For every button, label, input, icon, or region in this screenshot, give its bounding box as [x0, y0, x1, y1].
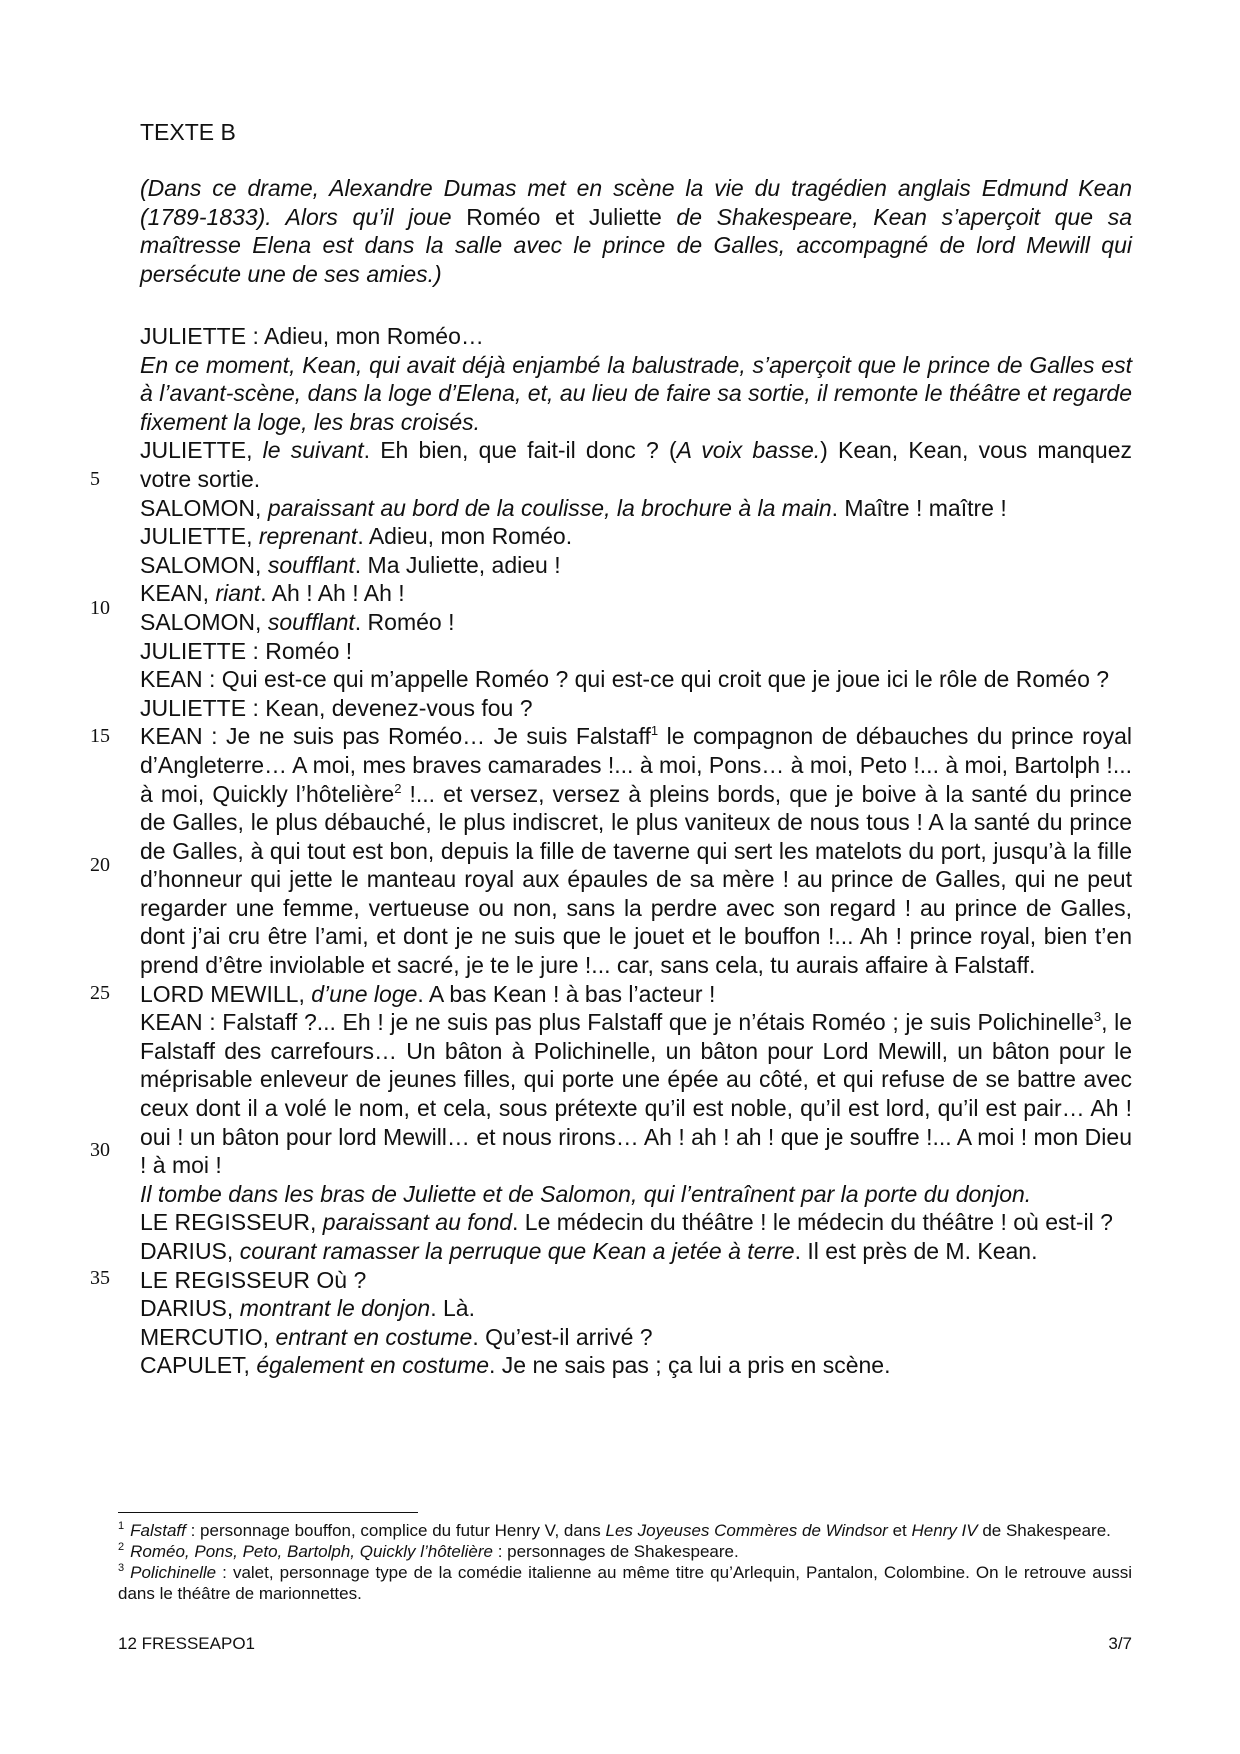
speech: . Maître ! maître ! — [831, 494, 1007, 521]
footnote-number: 2 — [118, 1541, 125, 1553]
footnote-term: Polichinelle — [130, 1563, 217, 1582]
direction: soufflant — [267, 608, 355, 635]
footnotes — [118, 1520, 1132, 1604]
speech: . Adieu, mon Roméo. — [357, 523, 573, 550]
speaker: LORD MEWILL, — [140, 980, 312, 1007]
footnote-divider — [118, 1512, 418, 1513]
speaker: DARIUS, — [140, 1238, 240, 1264]
line-number-10: 10 — [90, 597, 110, 619]
footnote-text: de Shakespeare. — [977, 1521, 1111, 1540]
footnote-text: : personnage bouffon, complice du futur Henry V, dans — [185, 1521, 606, 1540]
footnote-1 — [118, 1520, 1132, 1541]
speech: . Là. — [430, 1295, 475, 1322]
direction: A voix basse. — [676, 437, 821, 464]
footnote-text: et — [887, 1521, 912, 1540]
dialogue-line — [140, 1323, 1132, 1352]
speaker: DARIUS, — [140, 1295, 240, 1322]
kean-monologue — [140, 1008, 1132, 1180]
speaker: JULIETTE, — [140, 523, 259, 550]
dialogue-line — [140, 1208, 1132, 1237]
line-number-15: 15 — [90, 725, 110, 747]
speech: , le Falstaff des carrefours… Un bâton à Polichinelle, un bâton pour Lord Mewill, un bâton pour le méprisable enleveur de jeunes filles, qui porte une épée au côté, et qui refuse de se battre avec ceux dont il a volé le nom, et cela, sous prétexte qu’il est noble, qu’il est lord, qu’il est pair… Ah ! oui ! un bâton pour lord Mewill… et nous rirons… Ah ! ah ! ah ! que je souffre !... A moi ! mon Dieu ! à moi ! — [140, 1009, 1132, 1179]
footnote-work: Henry IV — [911, 1521, 978, 1540]
footnote-number: 1 — [118, 1520, 125, 1532]
direction: reprenant — [258, 523, 358, 550]
line-number-25: 25 — [90, 982, 110, 1004]
stage-direction: Il tombe dans les bras de Juliette et de Salomon, qui l’entraînent par la porte du donjon. — [140, 1180, 1032, 1207]
speech: . Il est près de M. Kean. — [794, 1238, 1038, 1264]
speech: . Eh bien, que fait-il donc ? ( — [363, 437, 677, 464]
footnote-number: 3 — [118, 1562, 125, 1574]
direction: montrant le donjon — [239, 1295, 431, 1322]
speech: . Le médecin du théâtre ! le médecin du théâtre ! où est-il ? — [512, 1209, 1113, 1236]
footnote-text: : valet, personnage type de la comédie italienne au même titre qu’Arlequin, Pantalon, Colombine. On le retrouve aussi dans le théâtre de marionnettes. — [118, 1563, 1132, 1603]
direction: entrant en costume — [275, 1323, 473, 1350]
line-number-30: 30 — [90, 1139, 110, 1161]
speech: le compagnon de débauches du prince royal d’Angleterre… A moi, mes braves camarades !... à moi, Pons… à moi, Peto !... à moi, Bartolph !... à moi, Quickly l’hôtelière — [140, 723, 1132, 807]
dialogue-line — [140, 551, 1132, 580]
dialogue-line: JULIETTE : Roméo ! — [140, 637, 353, 664]
dialogue-line — [140, 522, 1132, 551]
footnote-ref-3[interactable]: 3 — [1093, 1009, 1102, 1025]
speaker: SALOMON, — [140, 551, 268, 578]
line-number-35: 35 — [90, 1267, 110, 1289]
footer-exam-code: 12 FRESSEAPO1 — [118, 1634, 256, 1653]
dialogue-line: LE REGISSEUR Où ? — [140, 1266, 367, 1293]
footnote-term: Falstaff — [130, 1521, 186, 1540]
footnote-3 — [118, 1562, 1132, 1604]
footnote-work: Les Joyeuses Commères de Windsor — [605, 1521, 888, 1540]
dialogue-line — [140, 579, 1132, 608]
speaker: SALOMON, — [140, 494, 268, 521]
intro-paragraph — [140, 174, 1132, 288]
speech: ) Kean, Kean, vous manquez votre sortie. — [140, 437, 1133, 492]
speech: . Ah ! Ah ! Ah ! — [260, 580, 405, 607]
direction: paraissant au bord de la coulisse, la brochure à la main — [267, 494, 832, 521]
speech: . Roméo ! — [354, 608, 455, 635]
footnote-ref-2[interactable]: 2 — [394, 780, 402, 796]
speech: !... et versez, versez à pleins bords, que je boive à la santé du prince de Galles, le plus débauché, le plus indiscret, le plus vaniteux de nous tous ! A la santé du prince de Galles, à qui tout est bon, depuis la fille de taverne qui sert les matelots du port, jusqu’à la fille d’honneur qui jette le manteau royal aux épaules de sa mère ! au prince de Galles, qui ne peut regarder une femme, vertueuse ou non, sans la perdre avec son regard ! au prince de Galles, dont j’ai cru être l’ami, et dont je ne suis que le jouet et le bouffon !... Ah ! prince royal, bien t’en prend d’être inviolable et sacré, je te le jure !... car, sans cela, tu aurais affaire à Falstaff. — [140, 780, 1132, 979]
dialogue-line — [140, 1294, 1132, 1323]
stage-direction: En ce moment, Kean, qui avait déjà enjambé la balustrade, s’aperçoit que le prince de Galles est à l’avant-scène, dans la loge d’Elena, et, au lieu de faire sa sortie, il remonte le théâtre et regarde fixement la loge, les bras croisés. — [140, 351, 1132, 435]
speaker: KEAN, — [140, 580, 216, 607]
dialogue-line — [140, 1351, 1132, 1380]
footnote-term: Roméo, Pons, Peto, Bartolph, Quickly l’hôtelière — [130, 1542, 493, 1561]
footnote-text: : personnages de Shakespeare. — [492, 1542, 739, 1561]
play-text — [140, 322, 1132, 1380]
speech: KEAN : Je ne suis pas Roméo… Je suis Falstaff — [140, 723, 651, 750]
direction: également en costume — [256, 1352, 490, 1379]
dialogue-line: JULIETTE : Kean, devenez-vous fou ? — [140, 694, 533, 721]
dialogue-line — [140, 1237, 1132, 1266]
dialogue-line — [140, 494, 1132, 523]
speech: . Qu’est-il arrivé ? — [472, 1323, 653, 1350]
direction: riant — [215, 580, 261, 607]
footnote-ref-1[interactable]: 1 — [650, 723, 659, 739]
direction: courant ramasser la perruque que Kean a jetée à terre — [239, 1238, 795, 1264]
dialogue-line — [140, 436, 1132, 493]
direction: le suivant — [262, 437, 364, 464]
speaker: JULIETTE, — [140, 437, 263, 464]
dialogue-line: KEAN : Qui est-ce qui m’appelle Roméo ? qui est-ce qui croit que je joue ici le rôle de Roméo ? — [140, 666, 1110, 693]
dialogue-line — [140, 980, 1132, 1009]
section-title: TEXTE B — [140, 119, 236, 145]
speech: . Je ne sais pas ; ça lui a pris en scène. — [489, 1352, 891, 1379]
direction: paraissant au fond — [322, 1209, 513, 1236]
speaker: LE REGISSEUR, — [140, 1209, 323, 1236]
speaker: MERCUTIO, — [140, 1323, 276, 1350]
footnote-2 — [118, 1541, 1132, 1562]
dialogue-line — [140, 608, 1132, 637]
speech: KEAN : Falstaff ?... Eh ! je ne suis pas plus Falstaff que je n’étais Roméo ; je suis Polichinelle — [140, 1009, 1094, 1036]
intro-text-2: de Shakespeare, Kean s’aperçoit que sa maîtresse Elena est dans la salle avec le prince de Galles, accompagné de lord Mewill qui persécute une de ses amies.) — [140, 203, 1132, 287]
speech: . Ma Juliette, adieu ! — [354, 551, 561, 578]
speaker: SALOMON, — [140, 608, 268, 635]
speech: . A bas Kean ! à bas l’acteur ! — [417, 980, 716, 1007]
dialogue-line: JULIETTE : Adieu, mon Roméo… — [140, 323, 484, 349]
intro-work-title: Roméo et Juliette — [466, 203, 662, 230]
speaker: CAPULET, — [140, 1352, 257, 1379]
kean-monologue — [140, 722, 1132, 979]
footer-page-number: 3/7 — [1108, 1634, 1132, 1653]
direction: soufflant — [267, 551, 355, 578]
direction: d’une loge — [311, 980, 418, 1007]
intro-text-1: (Dans ce drame, Alexandre Dumas met en scène la vie du tragédien anglais Edmund Kean (1789-1833). Alors qu’il joue — [140, 175, 1132, 230]
line-number-20: 20 — [90, 854, 110, 876]
line-number-5: 5 — [90, 468, 100, 490]
